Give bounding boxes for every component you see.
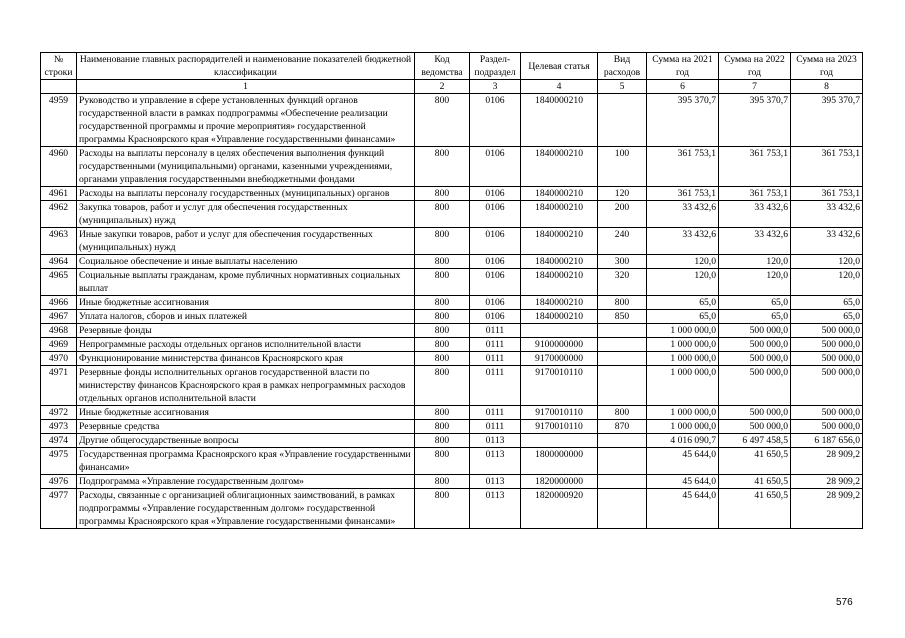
row-name: Государственная программа Красноярского края «Управление государственными финансами»	[77, 448, 415, 475]
sum-2021: 361 753,1	[647, 147, 719, 187]
sum-2022: 33 432,6	[719, 228, 791, 255]
sum-2021: 65,0	[647, 310, 719, 324]
section-code: 0106	[470, 296, 521, 310]
header-section: Раздел-подраздел	[470, 53, 521, 80]
sum-2021: 1 000 000,0	[647, 366, 719, 406]
column-number-cell: 4	[521, 80, 598, 94]
dept-code: 800	[415, 201, 470, 228]
dept-code: 800	[415, 147, 470, 187]
sum-2022: 120,0	[719, 255, 791, 269]
sum-2023: 33 432,6	[791, 228, 863, 255]
section-code: 0106	[470, 310, 521, 324]
sum-2021: 33 432,6	[647, 201, 719, 228]
row-name: Функционирование министерства финансов Красноярского края	[77, 352, 415, 366]
column-number-cell: 6	[647, 80, 719, 94]
sum-2023: 28 909,2	[791, 448, 863, 475]
target-article: 1840000210	[521, 228, 598, 255]
table-row	[41, 255, 863, 269]
sum-2022: 41 650,5	[719, 489, 791, 529]
sum-2021: 1 000 000,0	[647, 338, 719, 352]
section-code: 0113	[470, 489, 521, 529]
row-number: 4960	[41, 147, 77, 187]
target-article: 1800000000	[521, 448, 598, 475]
sum-2023: 120,0	[791, 269, 863, 296]
sum-2021: 33 432,6	[647, 228, 719, 255]
section-code: 0111	[470, 338, 521, 352]
dept-code: 800	[415, 420, 470, 434]
expense-type	[598, 338, 647, 352]
column-number-cell	[41, 80, 77, 94]
target-article: 1840000210	[521, 310, 598, 324]
sum-2022: 361 753,1	[719, 187, 791, 201]
table-row	[41, 448, 863, 475]
sum-2022: 41 650,5	[719, 448, 791, 475]
dept-code: 800	[415, 475, 470, 489]
dept-code: 800	[415, 489, 470, 529]
sum-2021: 1 000 000,0	[647, 324, 719, 338]
target-article: 1820000920	[521, 489, 598, 529]
sum-2023: 500 000,0	[791, 338, 863, 352]
header-dept-code: Код ведомства	[415, 53, 470, 80]
sum-2023: 28 909,2	[791, 475, 863, 489]
header-sum-2023: Сумма на 2023 год	[791, 53, 863, 80]
section-code: 0113	[470, 448, 521, 475]
sum-2021: 1 000 000,0	[647, 420, 719, 434]
sum-2022: 65,0	[719, 296, 791, 310]
expense-type: 200	[598, 201, 647, 228]
target-article: 9170010110	[521, 406, 598, 420]
target-article: 9170010110	[521, 366, 598, 406]
sum-2023: 6 187 656,0	[791, 434, 863, 448]
expense-type: 320	[598, 269, 647, 296]
target-article: 1840000210	[521, 147, 598, 187]
sum-2022: 395 370,7	[719, 94, 791, 147]
sum-2022: 500 000,0	[719, 366, 791, 406]
expense-type	[598, 366, 647, 406]
header-sum-2021: Сумма на 2021 год	[647, 53, 719, 80]
row-name: Уплата налогов, сборов и иных платежей	[77, 310, 415, 324]
dept-code: 800	[415, 296, 470, 310]
sum-2021: 120,0	[647, 255, 719, 269]
sum-2023: 28 909,2	[791, 489, 863, 529]
row-name: Социальные выплаты гражданам, кроме публичных нормативных социальных выплат	[77, 269, 415, 296]
dept-code: 800	[415, 448, 470, 475]
sum-2021: 45 644,0	[647, 489, 719, 529]
dept-code: 800	[415, 406, 470, 420]
section-code: 0113	[470, 475, 521, 489]
row-name: Иные бюджетные ассигнования	[77, 296, 415, 310]
sum-2021: 45 644,0	[647, 448, 719, 475]
sum-2022: 500 000,0	[719, 324, 791, 338]
section-code: 0106	[470, 187, 521, 201]
target-article: 1840000210	[521, 201, 598, 228]
row-name: Социальное обеспечение и иные выплаты населению	[77, 255, 415, 269]
row-number: 4976	[41, 475, 77, 489]
table-row	[41, 201, 863, 228]
dept-code: 800	[415, 269, 470, 296]
table-row	[41, 228, 863, 255]
target-article	[521, 324, 598, 338]
sum-2021: 1 000 000,0	[647, 352, 719, 366]
column-number-cell: 2	[415, 80, 470, 94]
expense-type: 800	[598, 406, 647, 420]
header-target-article: Целевая статья	[521, 53, 598, 80]
dept-code: 800	[415, 255, 470, 269]
row-name: Другие общегосударственные вопросы	[77, 434, 415, 448]
row-number: 4959	[41, 94, 77, 147]
sum-2022: 6 497 458,5	[719, 434, 791, 448]
table-row	[41, 420, 863, 434]
section-code: 0111	[470, 406, 521, 420]
row-name: Иные закупки товаров, работ и услуг для обеспечения государственных (муниципальных) нужд	[77, 228, 415, 255]
sum-2021: 1 000 000,0	[647, 406, 719, 420]
sum-2023: 33 432,6	[791, 201, 863, 228]
row-number: 4977	[41, 489, 77, 529]
dept-code: 800	[415, 187, 470, 201]
dept-code: 800	[415, 434, 470, 448]
section-code: 0111	[470, 420, 521, 434]
row-name: Иные бюджетные ассигнования	[77, 406, 415, 420]
target-article: 1840000210	[521, 187, 598, 201]
row-name: Резервные фонды исполнительных органов государственной власти по министерству финансов Красноярского края в рамках непрограммных расходов отдельных органов исполнительной власти	[77, 366, 415, 406]
sum-2022: 65,0	[719, 310, 791, 324]
sum-2022: 500 000,0	[719, 420, 791, 434]
expense-type	[598, 434, 647, 448]
sum-2023: 500 000,0	[791, 324, 863, 338]
table-row	[41, 324, 863, 338]
expense-type	[598, 352, 647, 366]
row-name: Подпрограмма «Управление государственным долгом»	[77, 475, 415, 489]
sum-2021: 361 753,1	[647, 187, 719, 201]
table-row	[41, 296, 863, 310]
column-number-cell: 7	[719, 80, 791, 94]
section-code: 0106	[470, 147, 521, 187]
column-number-row	[41, 80, 863, 94]
row-name: Закупка товаров, работ и услуг для обеспечения государственных (муниципальных) нужд	[77, 201, 415, 228]
sum-2021: 65,0	[647, 296, 719, 310]
sum-2023: 361 753,1	[791, 187, 863, 201]
dept-code: 800	[415, 324, 470, 338]
column-number-cell: 5	[598, 80, 647, 94]
row-number: 4967	[41, 310, 77, 324]
row-name: Руководство и управление в сфере установленных функций органов государственной власти в рамках подпрограммы «Обеспечение реализации государственной программы и прочие мероприятия» государственной программы Красноярского края «Управление государственными финансами»	[77, 94, 415, 147]
sum-2021: 4 016 090,7	[647, 434, 719, 448]
sum-2023: 65,0	[791, 296, 863, 310]
column-number-cell: 3	[470, 80, 521, 94]
table-row	[41, 310, 863, 324]
row-number: 4975	[41, 448, 77, 475]
table-row	[41, 434, 863, 448]
sum-2022: 500 000,0	[719, 352, 791, 366]
table-row	[41, 147, 863, 187]
table-row	[41, 269, 863, 296]
section-code: 0106	[470, 94, 521, 147]
header-expense-type: Вид расходов	[598, 53, 647, 80]
table-row	[41, 489, 863, 529]
dept-code: 800	[415, 338, 470, 352]
expense-type	[598, 94, 647, 147]
dept-code: 800	[415, 352, 470, 366]
row-number: 4973	[41, 420, 77, 434]
target-article: 1840000210	[521, 94, 598, 147]
row-number: 4970	[41, 352, 77, 366]
expense-type	[598, 489, 647, 529]
sum-2022: 500 000,0	[719, 338, 791, 352]
sum-2022: 41 650,5	[719, 475, 791, 489]
row-name: Расходы на выплаты персоналу государственных (муниципальных) органов	[77, 187, 415, 201]
sum-2022: 33 432,6	[719, 201, 791, 228]
table-row	[41, 366, 863, 406]
table-row	[41, 338, 863, 352]
expense-type	[598, 448, 647, 475]
budget-table	[40, 52, 863, 529]
expense-type	[598, 475, 647, 489]
row-number: 4963	[41, 228, 77, 255]
row-number: 4972	[41, 406, 77, 420]
expense-type: 870	[598, 420, 647, 434]
column-number-cell: 1	[77, 80, 415, 94]
row-number: 4966	[41, 296, 77, 310]
row-number: 4962	[41, 201, 77, 228]
section-code: 0111	[470, 366, 521, 406]
sum-2021: 395 370,7	[647, 94, 719, 147]
row-number: 4971	[41, 366, 77, 406]
table-row	[41, 352, 863, 366]
section-code: 0106	[470, 228, 521, 255]
row-number: 4969	[41, 338, 77, 352]
table-row	[41, 187, 863, 201]
section-code: 0111	[470, 352, 521, 366]
sum-2023: 500 000,0	[791, 366, 863, 406]
expense-type: 800	[598, 296, 647, 310]
sum-2023: 500 000,0	[791, 420, 863, 434]
header-name: Наименование главных распорядителей и наименование показателей бюджетной классификации	[77, 53, 415, 80]
dept-code: 800	[415, 310, 470, 324]
sum-2022: 361 753,1	[719, 147, 791, 187]
row-number: 4968	[41, 324, 77, 338]
expense-type: 300	[598, 255, 647, 269]
sum-2023: 395 370,7	[791, 94, 863, 147]
row-name: Расходы на выплаты персоналу в целях обеспечения выполнения функций государственными (муниципальными) органами, казенными учреждениями, органами управления государственными внебюджетными фондами	[77, 147, 415, 187]
target-article: 1820000000	[521, 475, 598, 489]
target-article: 9170010110	[521, 420, 598, 434]
expense-type: 120	[598, 187, 647, 201]
target-article: 1840000210	[521, 255, 598, 269]
row-number: 4964	[41, 255, 77, 269]
section-code: 0113	[470, 434, 521, 448]
dept-code: 800	[415, 366, 470, 406]
dept-code: 800	[415, 228, 470, 255]
row-name: Расходы, связанные с организацией облигационных заимствований, в рамках подпрограммы «Управление государственным долгом» государственной программы Красноярского края «Управление государственными финансами»	[77, 489, 415, 529]
dept-code: 800	[415, 94, 470, 147]
expense-type	[598, 324, 647, 338]
row-name: Резервные фонды	[77, 324, 415, 338]
header-sum-2022: Сумма на 2022 год	[719, 53, 791, 80]
sum-2021: 120,0	[647, 269, 719, 296]
sum-2023: 361 753,1	[791, 147, 863, 187]
sum-2022: 500 000,0	[719, 406, 791, 420]
target-article	[521, 434, 598, 448]
sum-2023: 65,0	[791, 310, 863, 324]
target-article: 9100000000	[521, 338, 598, 352]
header-row-no: № строки	[41, 53, 77, 80]
row-name: Непрограммные расходы отдельных органов исполнительной власти	[77, 338, 415, 352]
target-article: 9170000000	[521, 352, 598, 366]
expense-type: 240	[598, 228, 647, 255]
sum-2023: 500 000,0	[791, 352, 863, 366]
header-row	[41, 53, 863, 80]
section-code: 0106	[470, 255, 521, 269]
section-code: 0111	[470, 324, 521, 338]
target-article: 1840000210	[521, 269, 598, 296]
section-code: 0106	[470, 269, 521, 296]
row-number: 4974	[41, 434, 77, 448]
page-number: 576	[836, 597, 853, 608]
sum-2021: 45 644,0	[647, 475, 719, 489]
expense-type: 850	[598, 310, 647, 324]
table-row	[41, 406, 863, 420]
sum-2022: 120,0	[719, 269, 791, 296]
sum-2023: 120,0	[791, 255, 863, 269]
table-row	[41, 94, 863, 147]
row-number: 4961	[41, 187, 77, 201]
sum-2023: 500 000,0	[791, 406, 863, 420]
expense-type: 100	[598, 147, 647, 187]
table-body	[41, 94, 863, 529]
row-number: 4965	[41, 269, 77, 296]
section-code: 0106	[470, 201, 521, 228]
row-name: Резервные средства	[77, 420, 415, 434]
target-article: 1840000210	[521, 296, 598, 310]
table-row	[41, 475, 863, 489]
column-number-cell: 8	[791, 80, 863, 94]
